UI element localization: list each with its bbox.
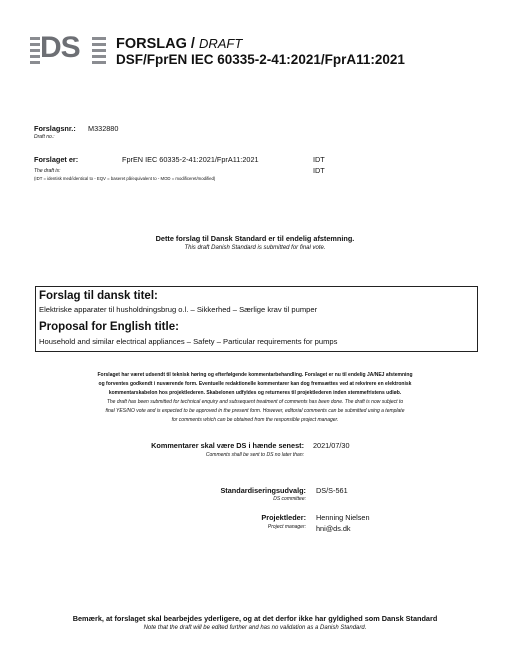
manager-email[interactable]: hni@ds.dk [316,524,351,533]
da-title-text: Elektriske apparater til husholdningsbrug o.l. – Sikkerhed – Særlige krav til pumper [39,305,318,314]
para-da-1: Forslaget har været udsendt til teknisk høring og efterfølgende kommentarbehandling. Forslaget er nu til endelig JA/NEJ afstemning [97,372,413,378]
header-title [116,36,242,52]
draft-no-value: M332880 [88,124,119,133]
manager-label: Projektleder: [261,513,306,522]
en-title-text: Household and similar electrical appliances – Safety – Particular requirements for pumps [39,337,338,346]
draft-is-idt-1: IDT [313,155,325,164]
deadline-label: Kommentarer skal være DS i hænde senest: [151,441,304,450]
footer-en: Note that the draft will be edited further and has no validation as a Danish Standard. [143,625,367,631]
draft-is-label: Forslaget er: [34,155,79,164]
title-main: FORSLAG / [116,36,199,52]
vote-da: Dette forslag til Dansk Standard er til endelig afstemning. [155,234,355,243]
header-subtitle: DSF/FprEN IEC 60335-2-41:2021/FprA11:2021 [116,52,405,67]
da-title-heading: Forslag til dansk titel: [39,290,158,302]
para-en-3: for comments which can be obtained from the responsible project manager. [171,417,339,423]
committee-label: Standardiseringsudvalg: [220,486,306,495]
draft-is-value: FprEN IEC 60335-2-41:2021/FprA11:2021 [122,155,259,164]
deadline-value: 2021/07/30 [313,441,350,450]
vote-en: This draft Danish Standard is submitted for final vote. [184,245,326,251]
footer-da: Bemærk, at forslaget skal bearbejdes yderligere, og at det derfor ikke har gyldighed som Dansk Standard [72,614,438,623]
para-da-2: og forventes godkendt i nuværende form. Eventuelle redaktionelle kommentarer kan dog fremsættes ved at rekvirere en elektronisk [98,381,412,387]
draft-no-label-en: Draft no.: [34,134,55,140]
manager-name: Henning Nielsen [316,513,370,522]
draft-no-label: Forslagsnr.: [34,124,76,133]
logo-text: DS [40,31,80,64]
draft-is-note: (IDT = identisk med/identical to - EQV = baseret på/equivalent to - MOD = modificeret/modified) [34,176,216,181]
en-title-heading: Proposal for English title: [39,321,179,333]
manager-label-en: Project manager: [267,524,306,530]
committee-value: DS/S-561 [316,486,348,495]
para-da-3: kommentarskabelon hos projektlederen. Skabelonen udfyldes og returneres til projektlederen inden stemmefristens udløb. [108,390,402,396]
title-draft: DRAFT [198,36,243,51]
deadline-label-en: Comments shall be sent to DS no later than: [205,452,304,458]
committee-label-en: DS committee: [273,496,306,502]
para-en-1: The draft has been submitted for technical enquiry and subsequent treatment of comments has been done. The draft is now subject to [106,399,404,405]
draft-is-label-en: The draft is: [34,168,61,174]
draft-is-idt-2: IDT [313,166,325,175]
para-en-2: final YES/NO vote and is expected to be approved in the present form. However, editorial comments can be submitted using a template [105,408,405,414]
